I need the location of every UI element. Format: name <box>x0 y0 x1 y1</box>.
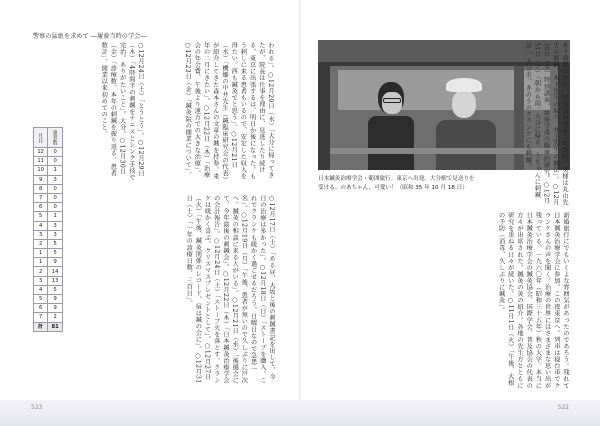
tally-count-cell: 0 <box>48 203 63 212</box>
photo-woman-hat <box>446 78 482 92</box>
tally-day-cell: 11 <box>34 157 48 166</box>
left-text-small-paragraph: ○12月24日（土）「とうとう」。○12月29日（木）「4時間半の刺鍼をテニスとシンク手技で完治。ありがたいこと」。大分。○12月30日（金）「診療数。本年の刺鍼を振り返る。患者数計」。開業以来初めてのこと。 <box>100 42 144 181</box>
tally-day-cell: 1 <box>34 249 48 258</box>
tally-count-cell: 0 <box>48 184 63 193</box>
tally-row <box>34 267 63 276</box>
tally-count-cell: 0 <box>48 148 63 157</box>
tally-total-row <box>34 322 63 331</box>
tally-count-cell: 0 <box>48 193 63 202</box>
tally-count-cell: 14 <box>48 267 63 276</box>
right-text-main-paragraph: 新婚旅行にでもいくよな雰囲気があったのであろう。残れて日本鍼灸治療学会に参加。この夜東京へ。列車は寝台車でクランケさんの声を聞く。治療の世界にはさまざまな思い出が残っている。一九六〇年（昭和三十五年）秋の大学。本当に日本鍼灸治療学会の鍼灸協会、国際学会、普及協会の代表の方々が出席された。鍼灸の灸の紹介。各地の先生方とともに研究を重ねる日々が続いた。○11月1日（火）「午後、大根の予防（消毒、久しぶりに鍼灸」。 <box>497 212 569 389</box>
left-text-top-paragraph: われる」。○12月20日（水）「大分に帰ってきたが、院長は仕事を理由に、見逃したり続ける。東京に出張するは、明日か後になった。もう刺しに来る患者もいるので、安定した収入を得たい。西も鍼灸でと思う」。○12月21日（水）「機嫌の中井先生（鍼臨床研究会の代表）が紹介してきた森本さんの文章の鍼を持参。来年の二月にきたい」。○12月22日（木）「治療会の年会費、午後より遠方での大きな治療」。○12月23日（金）「鍼灸院の開業について」。 <box>184 42 274 180</box>
tally-row <box>34 203 63 212</box>
tally-count-cell: 1 <box>48 166 63 175</box>
tally-row <box>34 230 63 239</box>
tally-row <box>34 304 63 313</box>
right-page-text-main <box>318 212 570 392</box>
tally-row <box>34 184 63 193</box>
tally-header-day: 月日 <box>34 128 48 148</box>
tally-day-cell: 7 <box>34 193 48 202</box>
tally-day-cell: 7 <box>34 313 48 322</box>
tally-row <box>34 313 63 322</box>
tally-day-cell: 12 <box>34 148 48 157</box>
tally-row <box>34 212 63 221</box>
photo-woman-face <box>452 90 476 118</box>
tally-day-cell: 3 <box>34 276 48 285</box>
tally-row <box>34 239 63 248</box>
photo-woman-body <box>436 120 496 170</box>
left-page-text-bottom <box>100 195 276 385</box>
tally-day-cell: 8 <box>34 184 48 193</box>
photo-man-face <box>382 92 402 114</box>
tally-row <box>34 295 63 304</box>
tally-body <box>34 148 63 332</box>
tally-count-cell: 0 <box>48 157 63 166</box>
tally-count-cell: 9 <box>48 304 63 313</box>
page-gutter <box>299 0 301 410</box>
tally-day-cell: 5 <box>34 295 48 304</box>
photo-man-body <box>368 116 414 170</box>
tally-count-cell: 9 <box>48 258 63 267</box>
tally-day-cell: 4 <box>34 285 48 294</box>
page-number-right: 522 <box>557 404 569 411</box>
tally-day-cell: 2 <box>34 267 48 276</box>
tally-row <box>34 193 63 202</box>
tally-row <box>34 157 63 166</box>
tally-row <box>34 285 63 294</box>
left-page-text-top <box>150 42 275 182</box>
tally-count-cell: 9 <box>48 295 63 304</box>
tally-row <box>34 258 63 267</box>
tally-count-cell: 3 <box>48 230 63 239</box>
tally-row <box>34 221 63 230</box>
page-number-left: 523 <box>31 404 43 411</box>
tally-count-cell: 5 <box>48 285 63 294</box>
tally-day-cell: 3 <box>34 230 48 239</box>
running-head: 警察の猛絶を求めて ―履養当時の学会― <box>33 33 147 40</box>
tally-header-count: 患者数 <box>48 128 63 148</box>
right-text-top-paragraph: 木下晴都の為氏、特別講演遠藤大助教授。実様は丸山先生の刺鍼。木下先生の取穴、井上先生の鍼法」。○12月30日（金）特別講演。経絡学説の臨床的研究。○12月31日（土）「朝から雨。大分に帰る。うちゃんに刺鍼法」。大分市。きのうのクランケにも刺鍼。 <box>524 42 568 206</box>
tally-row <box>34 175 63 184</box>
page-bottom-band <box>0 400 600 426</box>
tally-day-cell: 5 <box>34 212 48 221</box>
tally-row <box>34 166 63 175</box>
tally-total-label: 計 <box>34 322 48 331</box>
left-text-bottom-paragraph: ○12月17日（土）「ある昼、大坂と後の刺鍼書記を出して、今日の治療は多かった」。○12月18日（日）「ストーブを購入。これでクランケも暖かく過ごせるだろう。日曜日なので急患一名」。○12月19日（月）「午後、患者が無いので久しぶりに戸次へ。鍼灸の相談に来る人がいる」。○12月21日（水）「後援会にて、今年最後の刺鍼会」。○12月22日（木）「日本鍼灸治療学会の会計報告」。○12月24日（土）「ストーブ火を落とす。クランケは暖かく喜ぶ。クリスマスプレゼントとして」。○12月27日（火）「午後、鍼灸関係のレコード、宿は鍼の会に」。○12月31日（土）「一年の診療日数、三百日」。 <box>185 195 275 384</box>
tally-count-cell: 2 <box>48 313 63 322</box>
tally-row <box>34 148 63 157</box>
tally-row <box>34 276 63 285</box>
tally-count-cell: 3 <box>48 221 63 230</box>
tally-day-cell: 9 <box>34 175 48 184</box>
tally-row <box>34 249 63 258</box>
tally-day-cell: 1 <box>34 258 48 267</box>
tally-day-cell: 10 <box>34 166 48 175</box>
patient-tally-table <box>33 127 63 332</box>
tally-day-cell: 2 <box>34 239 48 248</box>
tally-day-cell: 4 <box>34 221 48 230</box>
tally-count-cell: 5 <box>48 239 63 248</box>
tally-count-cell: 13 <box>48 276 63 285</box>
tally-total-value: 81 <box>48 322 63 331</box>
tally-count-cell: 1 <box>48 212 63 221</box>
tally-day-cell: 6 <box>34 304 48 313</box>
photo-man-glasses <box>383 98 401 103</box>
right-page-text-top <box>505 42 569 207</box>
tally-day-cell: 6 <box>34 203 48 212</box>
tally-count-cell: 5 <box>48 249 63 258</box>
tally-count-cell: 3 <box>48 175 63 184</box>
photo-caption: 日本鍼灸治療学会・範囲旅行。東京へ出発。大分駅で見送りを受ける。のあちゃん、可愛い！（昭和 35 年 10 月 18 日） <box>318 176 475 191</box>
